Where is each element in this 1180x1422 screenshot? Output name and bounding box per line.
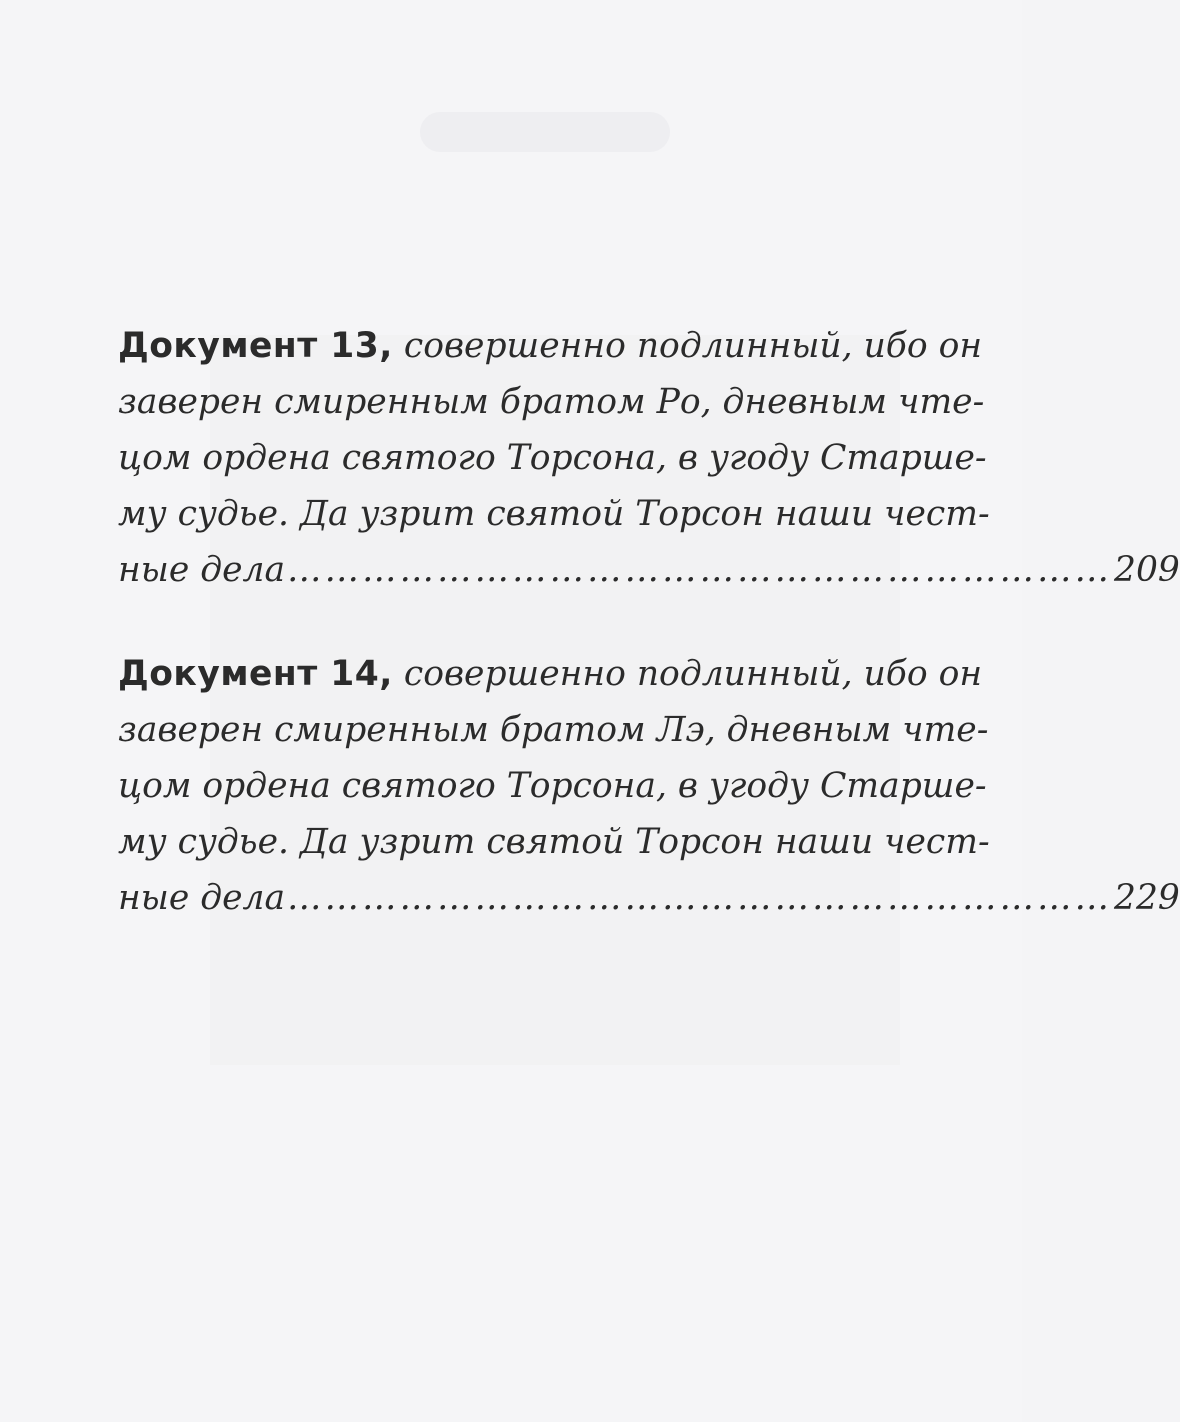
bleed-through-heading bbox=[420, 112, 670, 152]
toc-entry-last-line bbox=[118, 542, 1180, 598]
toc-entry-document-13 bbox=[118, 318, 1180, 598]
toc-entry-label: Документ 14, bbox=[118, 654, 393, 694]
toc-entry-line: заверен смиренным братом Ро, дневным чте- bbox=[118, 382, 985, 422]
table-of-contents bbox=[118, 318, 1180, 974]
dot-leader: ………………………………………………………… bbox=[287, 550, 1113, 590]
toc-entry-line: заверен смиренным братом Лэ, дневным чте- bbox=[118, 710, 989, 750]
page-number: 209 bbox=[1114, 550, 1180, 590]
toc-entry-line bbox=[118, 318, 983, 374]
toc-entry-description: совершенно подлинный, ибо он bbox=[403, 654, 983, 694]
toc-entry-line: цом ордена святого Торсона, в угоду Старше- bbox=[118, 438, 987, 478]
toc-entry-description-end: ные дела bbox=[118, 550, 286, 590]
toc-entry-line: цом ордена святого Торсона, в угоду Старше- bbox=[118, 766, 987, 806]
page-number: 229 bbox=[1114, 878, 1180, 918]
dot-leader: ………………………………………………………… bbox=[287, 878, 1113, 918]
toc-entry-line bbox=[118, 646, 983, 702]
toc-entry-last-line bbox=[118, 870, 1180, 926]
toc-entry-description-end: ные дела bbox=[118, 878, 286, 918]
toc-entry-description: совершенно подлинный, ибо он bbox=[403, 326, 983, 366]
toc-entry-document-14 bbox=[118, 646, 1180, 926]
toc-entry-line: му судье. Да узрит святой Торсон наши чест- bbox=[118, 822, 990, 862]
toc-entry-label: Документ 13, bbox=[118, 326, 393, 366]
toc-entry-line: му судье. Да узрит святой Торсон наши чест- bbox=[118, 494, 990, 534]
